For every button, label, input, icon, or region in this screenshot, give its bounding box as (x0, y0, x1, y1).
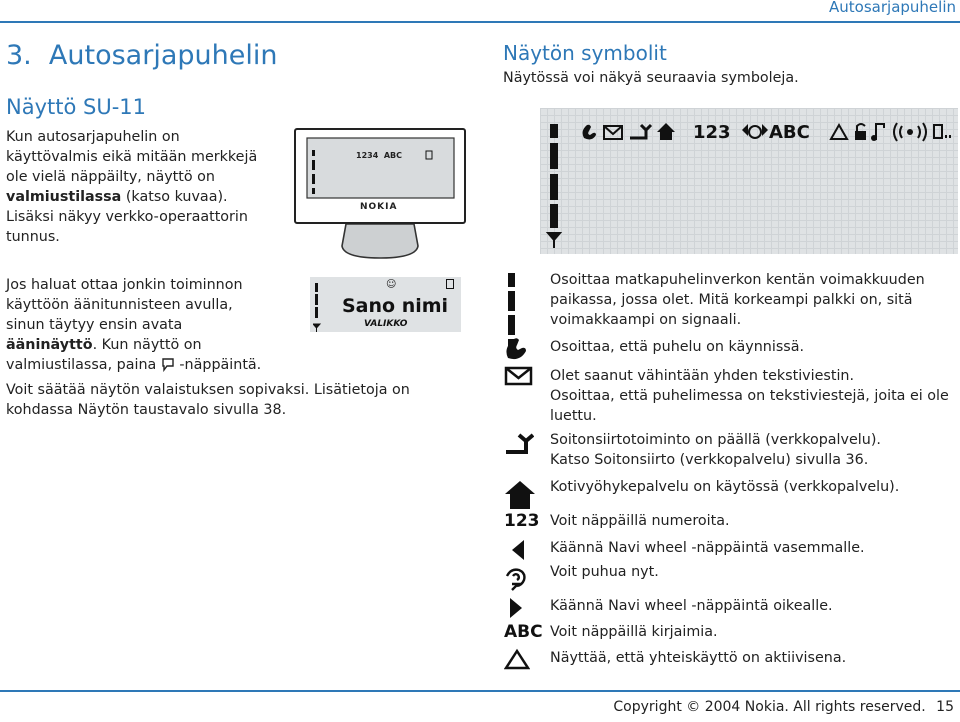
symbol-desc: Käännä Navi wheel -näppäintä vasemmalle. (550, 540, 865, 556)
phone-handset-icon (504, 336, 530, 366)
backlight-paragraph (6, 380, 476, 420)
intro-line-rest: (katso kuvaa). (121, 189, 228, 205)
connectivity-triangle-icon (504, 648, 530, 674)
numeric-mode-icon: 123 (504, 511, 540, 531)
alpha-mode-icon: ABC (504, 622, 543, 642)
symbol-desc-line: luettu. (550, 408, 597, 424)
numeric-mode-label: 123 (693, 122, 731, 143)
symbol-desc-line: Katso Soitonsiirto (verkkopalvelu) sivulla 36. (550, 452, 869, 468)
symbol-desc (550, 366, 949, 426)
chapter-title: 3. Autosarjapuhelin (6, 40, 278, 71)
symbol-desc: Kotivyöhykepalvelu on käytössä (verkkopalvelu). (550, 479, 900, 495)
intro-line: Kun autosarjapuhelin on (6, 129, 180, 145)
intro-line: käyttövalmis eikä mitään merkkejä (6, 149, 258, 165)
symbols-heading: Näytön symbolit (503, 41, 667, 65)
symbol-desc-line: Osoittaa matkapuhelinverkon kentän voimakkuuden (550, 272, 925, 288)
symbol-desc (550, 270, 925, 330)
speak-icon-small: ☺ (386, 279, 397, 290)
phone-icon-small (446, 279, 454, 289)
symbols-intro: Näytössä voi näkyä seuraavia symboleja. (503, 70, 799, 86)
voice-paragraph (6, 275, 306, 378)
header-rule (0, 21, 960, 23)
home-zone-icon (504, 480, 536, 514)
symbol-desc: Käännä Navi wheel -näppäintä oikealle. (550, 598, 833, 614)
car-phone-device-illustration (294, 128, 466, 260)
arrow-left-icon (504, 538, 528, 566)
symbol-desc-line: voimakkaampi on signaali. (550, 312, 742, 328)
section-title: Näyttö SU-11 (6, 95, 146, 119)
intro-line: tunnus. (6, 229, 60, 245)
backlight-line: kohdassa Näytön taustavalo sivulla 38. (6, 402, 287, 418)
voice-line (6, 335, 306, 355)
envelope-icon (504, 366, 534, 390)
alpha-mode-label: ABC (769, 122, 810, 143)
voice-line-pre: valmiustilassa, paina (6, 357, 161, 373)
running-title: Autosarjapuhelin (829, 0, 956, 16)
symbol-desc-line: Soitonsiirtotoiminto on päällä (verkkopalvelu). (550, 432, 881, 448)
symbol-desc-line: Osoittaa, että puhelimessa on tekstiviestejä, joita ei ole (550, 388, 949, 404)
intro-line (6, 187, 286, 207)
symbol-desc (550, 430, 881, 470)
footer (613, 699, 954, 715)
symbols-display-panel (540, 108, 958, 254)
copyright-text: Copyright © 2004 Nokia. All rights reserved. (613, 699, 926, 715)
voice-line: käyttöön äänitunnisteen avulla, (6, 297, 233, 313)
speak-now-icon (504, 566, 530, 596)
voice-line-post: -näppäintä. (174, 357, 262, 373)
arrow-right-icon (504, 596, 528, 624)
symbol-desc-line: paikassa, jossa olet. Mitä korkeampi palkki on, sitä (550, 292, 913, 308)
voice-bold-term: ääninäyttö (6, 337, 93, 353)
intro-line: Lisäksi näkyy verkko-operaattorin (6, 209, 248, 225)
intro-line: ole vielä näppäilty, näyttö on (6, 169, 215, 185)
backlight-line: Voit säätää näytön valaistuksen sopivaksi. Lisätietoja on (6, 382, 410, 398)
symbol-desc: Voit näppäillä kirjaimia. (550, 624, 718, 640)
device-brand-logo: NOKIA (360, 202, 398, 212)
symbol-desc: Näyttää, että yhteiskäyttö on aktiivisena. (550, 650, 847, 666)
intro-paragraph (6, 127, 286, 247)
voice-line: sinun täytyy ensin avata (6, 317, 183, 333)
voice-screen-title: Sano nimi (342, 295, 449, 317)
symbol-desc: Osoittaa, että puhelu on käynnissä. (550, 339, 805, 355)
voice-key-icon (161, 357, 175, 378)
voice-line: Jos haluat ottaa jonkin toiminnon (6, 277, 243, 293)
device-display-text: 1234 ABC (356, 151, 402, 160)
footer-rule (0, 690, 960, 692)
symbol-desc-line: Olet saanut vähintään yhden tekstiviestin. (550, 368, 855, 384)
voice-line-rest: . Kun näyttö on (92, 337, 202, 353)
voice-display-screenshot (310, 277, 461, 332)
voice-line (6, 355, 306, 378)
voice-screen-softkey: VALIKKO (364, 319, 408, 329)
symbol-desc: Voit puhua nyt. (550, 564, 659, 580)
symbol-desc: Voit näppäillä numeroita. (550, 513, 730, 529)
page-number: 15 (936, 699, 954, 715)
intro-bold-term: valmiustilassa (6, 189, 122, 205)
call-forward-icon (504, 432, 534, 460)
